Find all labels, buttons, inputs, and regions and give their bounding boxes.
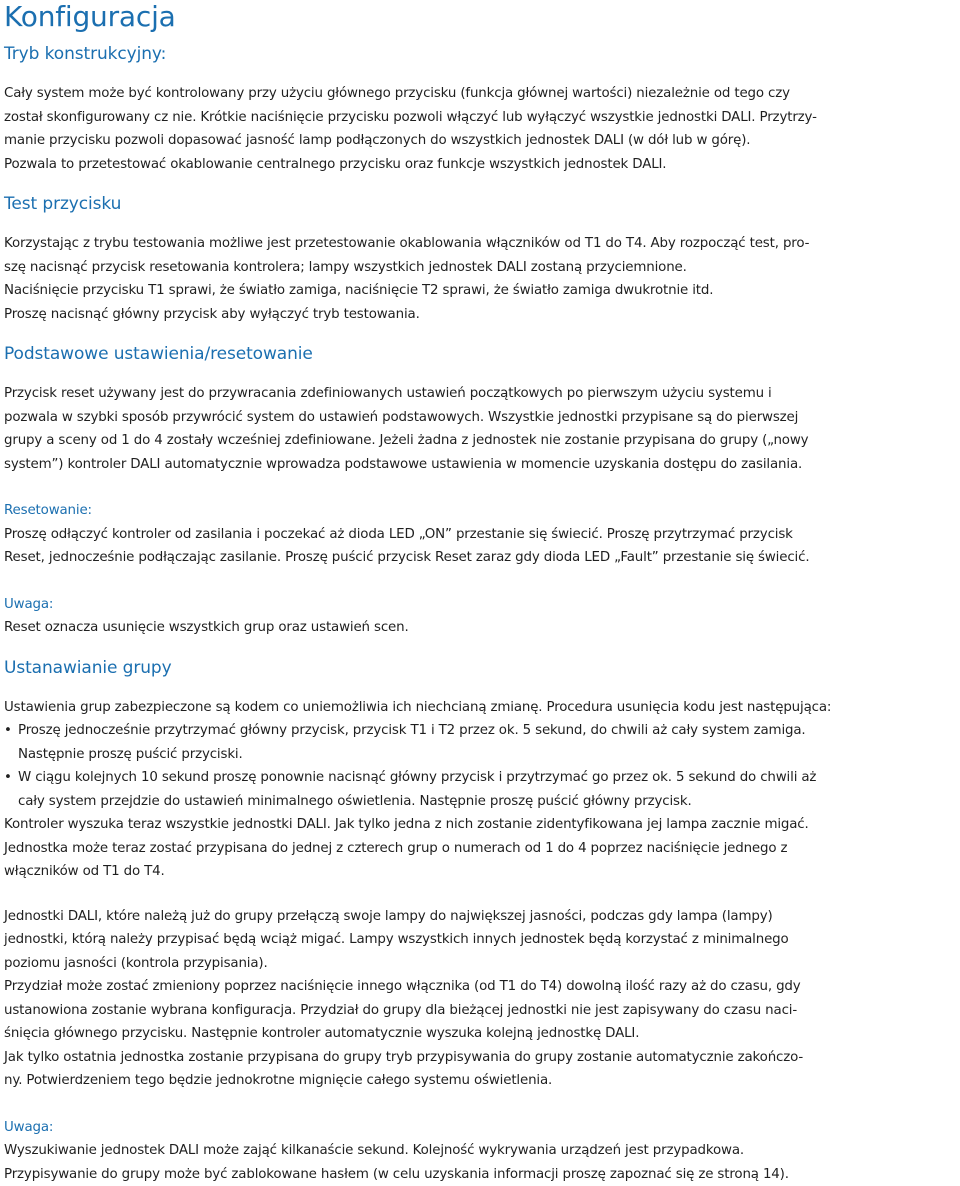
text-line: Przypisywanie do grupy może być zablokowane hasłem (w celu uzyskania informacji proszę zapoznać się ze stroną 14). [4, 1163, 957, 1186]
section-heading-ustanawianie-grupy: Ustanawianie grupy [4, 657, 957, 679]
text-line: cały system przejdzie do ustawień minimalnego oświetlenia. Następnie proszę puścić główny przycisk. [18, 790, 957, 814]
text-line: system”) kontroler DALI automatycznie wprowadza podstawowe ustawienia w momencie uzyskania dostępu do zasilania. [4, 453, 957, 477]
text-line: jednostki, którą należy przypisać będą wciąż migać. Lampy wszystkich innych jednostek będą korzystać z minimalnego [4, 928, 957, 952]
resetowanie-block [4, 499, 957, 570]
resetowanie-label: Resetowanie: [4, 499, 957, 523]
text-line: Przydział może zostać zmieniony poprzez naciśnięcie innego włącznika (od T1 do T4) dowolną ilość razy aż do czasu, gdy [4, 975, 957, 999]
text-line: ny. Potwierdzeniem tego będzie jednokrotne mignięcie całego systemu oświetlenia. [4, 1069, 957, 1093]
text-line: Jak tylko ostatnia jednostka zostanie przypisana do grupy tryb przypisywania do grupy zostanie automatycznie zakończo- [4, 1046, 957, 1070]
text-line: Reset oznacza usunięcie wszystkich grup oraz ustawień scen. [4, 616, 957, 640]
paragraph-przypisywanie [4, 905, 957, 1093]
text-line: Pozwala to przetestować okablowanie centralnego przycisku oraz funkcje wszystkich jednostek DALI. [4, 153, 957, 177]
uwaga-label: Uwaga: [4, 593, 957, 617]
text-line: szę nacisnąć przycisk resetowania kontrolera; lampy wszystkich jednostek DALI zostaną przyciemnione. [4, 256, 957, 280]
uwaga-block-grupy [4, 1116, 957, 1186]
text-line: został skonfigurowany cz nie. Krótkie naciśnięcie przycisku pozwoli włączyć lub wyłączyć wszystkie jednostki DALI. Przytrzy- [4, 106, 957, 130]
paragraph-tryb-konstrukcyjny [4, 82, 957, 176]
text-line: Proszę odłączyć kontroler od zasilania i poczekać aż dioda LED „ON” przestanie się świecić. Proszę przytrzymać przycisk [4, 523, 957, 547]
text-line: włączników od T1 do T4. [4, 860, 957, 884]
section-heading-test-przycisku: Test przycisku [4, 193, 957, 215]
text-line: ustanowiona zostanie wybrana konfiguracja. Przydział do grupy dla bieżącej jednostki nie jest zapisywany do czasu naci- [4, 999, 957, 1023]
text-line: Proszę jednocześnie przytrzymać główny przycisk, przycisk T1 i T2 przez ok. 5 sekund, do chwili aż cały system zamiga. [18, 719, 957, 743]
text-line: poziomu jasności (kontrola przypisania). [4, 952, 957, 976]
text-line: Ustawienia grup zabezpieczone są kodem co uniemożliwia ich niechcianą zmianę. Procedura usunięcia kodu jest następująca: [4, 696, 957, 720]
text-line: W ciągu kolejnych 10 sekund proszę ponownie nacisnąć główny przycisk i przytrzymać go przez ok. 5 sekund do chwili aż [18, 766, 957, 790]
uwaga-block-reset [4, 593, 957, 640]
bullet-icon: • [4, 766, 12, 790]
text-line: Przycisk reset używany jest do przywracania zdefiniowanych ustawień początkowych po pierwszym użyciu systemu i [4, 382, 957, 406]
procedure-list [4, 719, 957, 813]
section-heading-podstawowe-ustawienia: Podstawowe ustawienia/resetowanie [4, 343, 957, 365]
text-line: pozwala w szybki sposób przywrócić system do ustawień podstawowych. Wszystkie jednostki przypisane są do pierwszej [4, 406, 957, 430]
text-line: Reset, jednocześnie podłączając zasilanie. Proszę puścić przycisk Reset zaraz gdy dioda LED „Fault” przestanie się świecić. [4, 546, 957, 570]
text-line: manie przycisku pozwoli dopasować jasność lamp podłączonych do wszystkich jednostek DALI (w dół lub w górę). [4, 129, 957, 153]
page-title: Konfiguracja [4, 0, 957, 34]
list-item [4, 719, 957, 766]
text-line: Cały system może być kontrolowany przy użyciu głównego przycisku (funkcja głównej wartości) niezależnie od tego czy [4, 82, 957, 106]
paragraph-test-przycisku [4, 232, 957, 326]
section-heading-tryb-konstrukcyjny: Tryb konstrukcyjny: [4, 43, 957, 65]
text-line: Wyszukiwanie jednostek DALI może zająć kilkanaście sekund. Kolejność wykrywania urządzeń jest przypadkowa. [4, 1139, 957, 1163]
text-line: Proszę nacisnąć główny przycisk aby wyłączyć tryb testowania. [4, 303, 957, 327]
list-item [4, 766, 957, 813]
bullet-icon: • [4, 719, 12, 743]
text-line: grupy a sceny od 1 do 4 zostały wcześniej zdefiniowane. Jeżeli żadna z jednostek nie zostanie przypisana do grupy („nowy [4, 429, 957, 453]
text-line: Jednostki DALI, które należą już do grupy przełączą swoje lampy do największej jasności, podczas gdy lampa (lampy) [4, 905, 957, 929]
text-line: śnięcia głównego przycisku. Następnie kontroler automatycznie wyszuka kolejną jednostkę DALI. [4, 1022, 957, 1046]
text-line: Kontroler wyszuka teraz wszystkie jednostki DALI. Jak tylko jedna z nich zostanie zidentyfikowana jej lampa zacznie migać. [4, 813, 957, 837]
text-line: Naciśnięcie przycisku T1 sprawi, że światło zamiga, naciśnięcie T2 sprawi, że światło zamiga dwukrotnie itd. [4, 279, 957, 303]
text-line: Następnie proszę puścić przyciski. [18, 743, 957, 767]
text-line: Korzystając z trybu testowania możliwe jest przetestowanie okablowania włączników od T1 do T4. Aby rozpocząć test, pro- [4, 232, 957, 256]
uwaga-label: Uwaga: [4, 1116, 957, 1140]
text-line: Jednostka może teraz zostać przypisana do jednej z czterech grup o numerach od 1 do 4 poprzez naciśnięcie jednego z [4, 837, 957, 861]
paragraph-podstawowe-ustawienia [4, 382, 957, 476]
paragraph-ustanawianie-grupy [4, 696, 957, 884]
